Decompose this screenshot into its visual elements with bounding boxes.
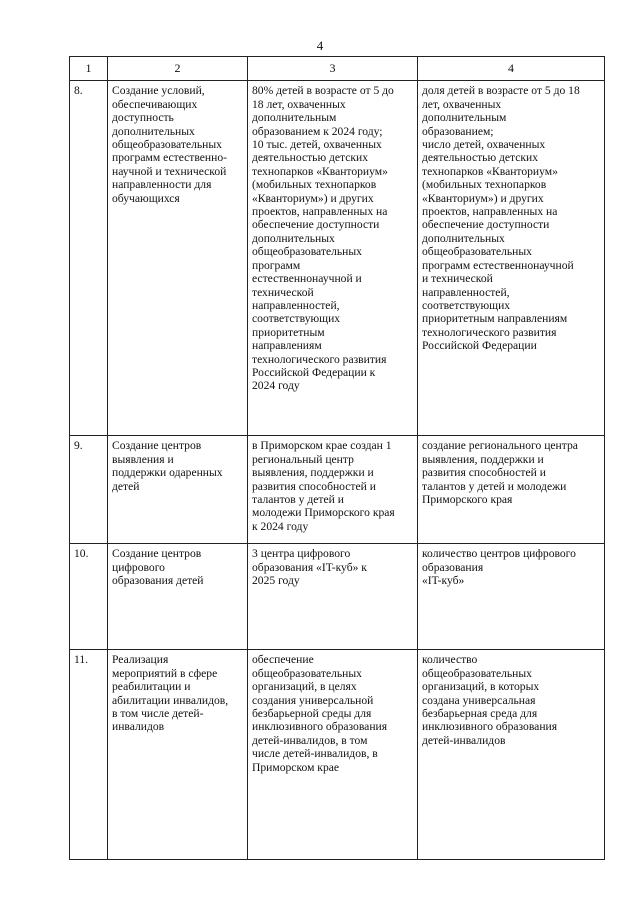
row-number: 10.	[70, 544, 108, 650]
page-number: 4	[316, 38, 324, 53]
row-number: 9.	[70, 436, 108, 544]
measure-name	[108, 650, 248, 860]
target-result-text: 3 центра цифрового образования «IT-куб» к 2025 году	[252, 547, 367, 588]
table-header-row	[70, 57, 605, 81]
target-result-text: обеспечение общеобразовательных организаций, в целях создания универсальной безбарьерной среды для инклюзивного образования детей-инвалидов, в том числе детей-инвалидов, в Приморском крае	[252, 653, 388, 774]
header-col-1: 1	[70, 57, 108, 81]
measure-name-text: Создание центров выявления и поддержки одаренных детей	[112, 439, 223, 493]
indicator	[418, 650, 605, 860]
indicator	[418, 81, 605, 436]
target-result	[248, 436, 418, 544]
row-number: 11.	[70, 650, 108, 860]
target-result-text: в Приморском крае создан 1 региональный центр выявления, поддержки и развития способностей и талантов у детей и молодежи Приморского края к 2024 году	[252, 439, 395, 533]
measure-name-text: Создание условий, обеспечивающих доступность дополнительных общеобразовательных программ естественно- научной и технической направленности для обучающихся	[112, 84, 227, 205]
indicator	[418, 436, 605, 544]
measure-name-text: Создание центров цифрового образования детей	[112, 547, 204, 588]
indicator-text: доля детей в возрасте от 5 до 18 лет, охваченных дополнительным образованием; число детей, охваченных деятельностью детских технопарков «Кванториум» (мобильных технопарков «Кванториум») и других проектов, направленных на обеспечение доступности дополнительных общеобразовательных программ естественнонаучной и технической направленностей, соответствующих приоритетным направлениям технологического развития Российской Федерации	[422, 84, 580, 353]
header-col-3: 3	[248, 57, 418, 81]
measure-name	[108, 544, 248, 650]
indicator-text: количество общеобразовательных организаций, в которых создана универсальная безбарьерная среда для инклюзивного образования детей-инвалидов	[422, 653, 558, 747]
header-col-4: 4	[418, 57, 605, 81]
table-row	[70, 436, 605, 544]
table-row	[70, 81, 605, 436]
measure-name	[108, 81, 248, 436]
table-row	[70, 650, 605, 860]
target-result	[248, 81, 418, 436]
measure-name-text: Реализация мероприятий в сфере реабилитации и абилитации инвалидов, в том числе детей- инвалидов	[112, 653, 229, 734]
table-row	[70, 544, 605, 650]
target-result	[248, 544, 418, 650]
indicator-text: количество центров цифрового образования «IT-куб»	[422, 547, 576, 588]
indicators-table	[69, 56, 605, 860]
target-result-text: 80% детей в возрасте от 5 до 18 лет, охваченных дополнительным образованием к 2024 году; 10 тыс. детей, охваченных деятельностью детских технопарков «Кванториум» (мобильных технопарков «Кванториум») и других проектов, направленных на обеспечение доступности дополнительных общеобразовательных программ естественнонаучной и технической направленностей, соответствующих приоритетным направлениям технологического развития Российской Федерации к 2024 году	[252, 84, 394, 393]
measure-name	[108, 436, 248, 544]
target-result	[248, 650, 418, 860]
row-number: 8.	[70, 81, 108, 436]
indicator	[418, 544, 605, 650]
indicator-text: создание регионального центра выявления, поддержки и развития способностей и талантов у детей и молодежи Приморского края	[422, 439, 578, 507]
header-col-2: 2	[108, 57, 248, 81]
